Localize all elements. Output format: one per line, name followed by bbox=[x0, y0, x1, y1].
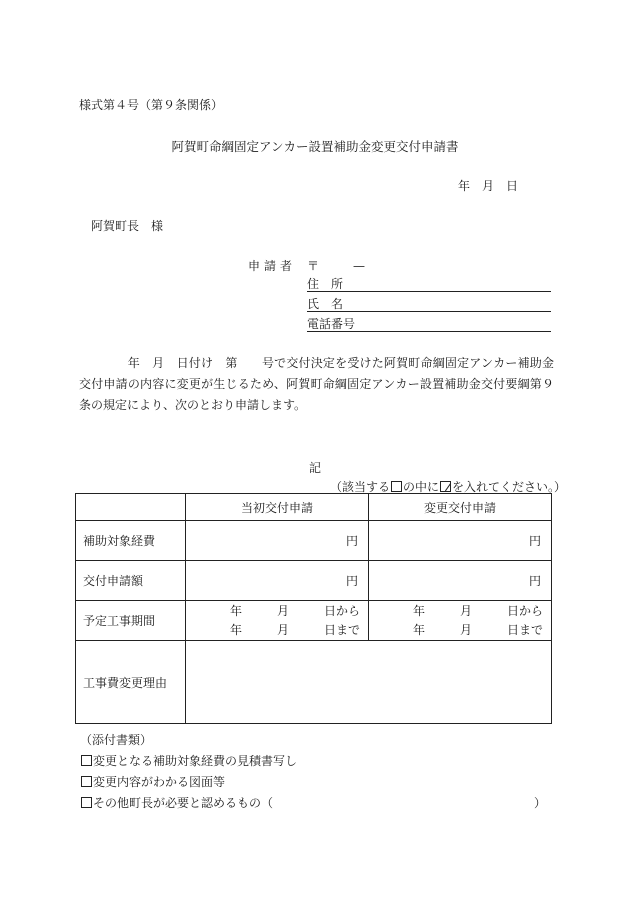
empty-checkbox-icon bbox=[391, 481, 402, 492]
year-label: 年 bbox=[230, 622, 243, 637]
month-label: 月 bbox=[276, 622, 289, 637]
from-label: 日から bbox=[323, 603, 360, 618]
table-row bbox=[76, 561, 552, 601]
until-label: 日まで bbox=[323, 622, 360, 637]
row-label-cost: 補助対象経費 bbox=[76, 521, 186, 561]
month-label: 月 bbox=[276, 603, 289, 618]
header-blank-cell bbox=[76, 494, 186, 521]
postal-dash: — bbox=[353, 259, 366, 273]
attachment-item bbox=[80, 794, 547, 811]
row-label-reason: 工事費変更理由 bbox=[76, 641, 186, 724]
close-paren: ） bbox=[534, 796, 547, 810]
yen-unit: 円 bbox=[345, 534, 358, 548]
attachment-label: その他町長が必要と認めるもの（ bbox=[93, 796, 274, 810]
checkbox[interactable] bbox=[81, 755, 92, 766]
page-title: 阿賀町命綱固定アンカー設置補助金変更交付申請書 bbox=[171, 139, 459, 154]
date-line: 年 月 日 bbox=[458, 179, 519, 193]
instruction-after: を入れてください。） bbox=[452, 480, 567, 494]
yen-unit: 円 bbox=[528, 534, 541, 548]
checked-checkbox-icon bbox=[440, 481, 451, 492]
until-label: 日まで bbox=[506, 622, 543, 637]
form-number: 様式第４号（第９条関係） bbox=[79, 98, 224, 112]
applicant-label: 申請者 bbox=[248, 259, 297, 273]
year-label: 年 bbox=[413, 603, 426, 618]
row-label-amount: 交付申請額 bbox=[76, 561, 186, 601]
header-initial: 当初交付申請 bbox=[186, 494, 369, 521]
table-row bbox=[76, 641, 552, 724]
initial-cost-field[interactable] bbox=[186, 521, 369, 561]
addressee: 阿賀町長 様 bbox=[91, 219, 164, 233]
change-cost-field[interactable] bbox=[369, 521, 552, 561]
address-field[interactable] bbox=[307, 275, 551, 292]
table-row bbox=[76, 521, 552, 561]
postal-mark: 〒 bbox=[307, 259, 320, 273]
attachments-heading: （添付書類） bbox=[80, 733, 153, 747]
yen-unit: 円 bbox=[528, 574, 541, 588]
table-header-row bbox=[76, 494, 552, 521]
attachment-item bbox=[80, 752, 297, 769]
phone-label: 電話番号 bbox=[307, 317, 356, 331]
initial-period-field[interactable] bbox=[186, 601, 369, 641]
phone-field[interactable] bbox=[307, 315, 551, 332]
instruction-middle: の中に bbox=[403, 480, 440, 494]
change-amount-field[interactable] bbox=[369, 561, 552, 601]
instruction-before: （該当する bbox=[330, 480, 391, 494]
attachment-label: 変更となる補助対象経費の見積書写し bbox=[93, 754, 298, 768]
year-label: 年 bbox=[413, 622, 426, 637]
from-label: 日から bbox=[506, 603, 543, 618]
application-table bbox=[75, 493, 552, 724]
year-label: 年 bbox=[230, 603, 243, 618]
postal-code-field[interactable] bbox=[307, 257, 365, 274]
month-label: 月 bbox=[459, 622, 472, 637]
note-heading: 記 bbox=[308, 461, 321, 475]
reason-field[interactable] bbox=[186, 641, 552, 724]
table-row bbox=[76, 601, 552, 641]
change-period-field[interactable] bbox=[369, 601, 552, 641]
month-label: 月 bbox=[459, 603, 472, 618]
checkbox[interactable] bbox=[81, 776, 92, 787]
row-label-period: 予定工事期間 bbox=[76, 601, 186, 641]
checkbox[interactable] bbox=[81, 797, 92, 808]
initial-amount-field[interactable] bbox=[186, 561, 369, 601]
request-body-text: 年 月 日付け 第 号で交付決定を受けた阿賀町命綱固定アンカー補助金交付申請の内容に変更が生じるため、阿賀町命綱固定アンカー設置補助金交付要綱第９条の規定により、次のとおり申請します。 bbox=[79, 356, 554, 412]
header-change: 変更交付申請 bbox=[369, 494, 552, 521]
name-label: 氏 名 bbox=[307, 297, 344, 311]
yen-unit: 円 bbox=[345, 574, 358, 588]
attachment-item bbox=[80, 773, 225, 790]
address-label: 住 所 bbox=[307, 277, 344, 291]
attachment-label: 変更内容がわかる図面等 bbox=[93, 775, 226, 789]
name-field[interactable] bbox=[307, 295, 551, 312]
